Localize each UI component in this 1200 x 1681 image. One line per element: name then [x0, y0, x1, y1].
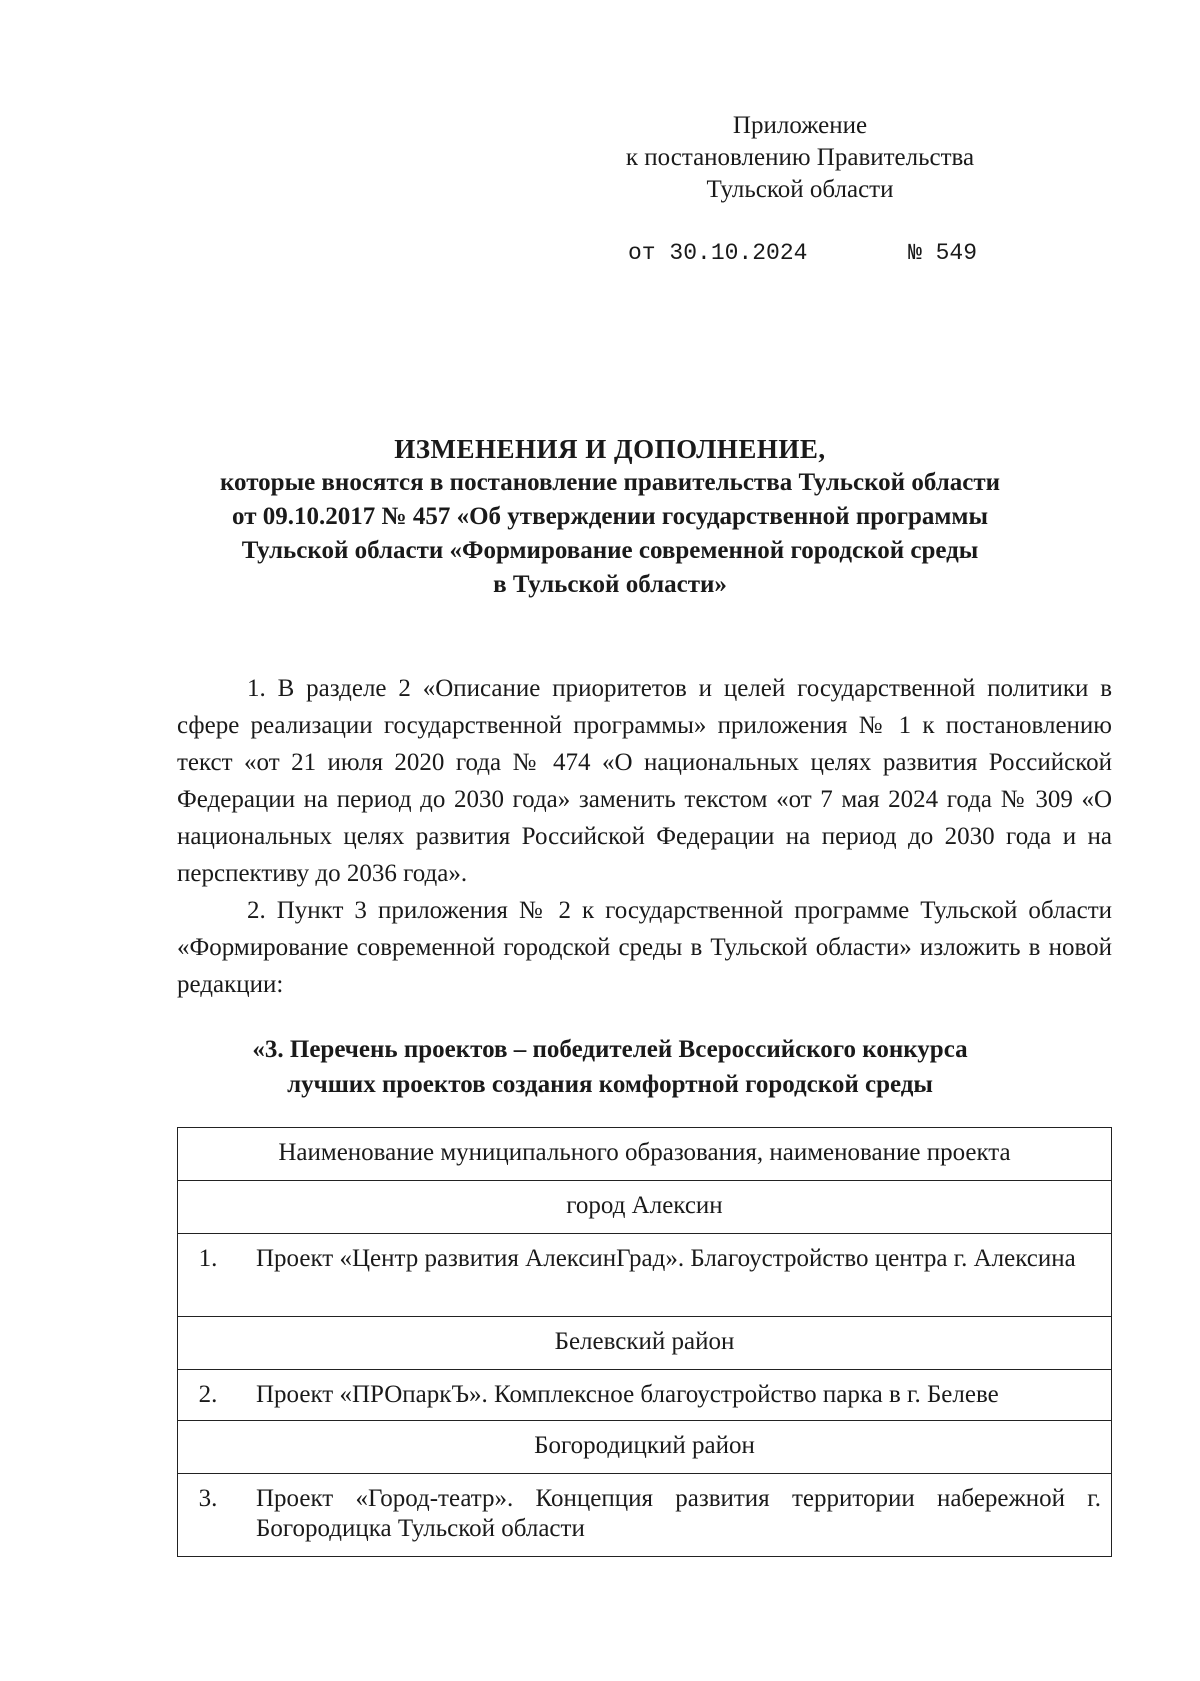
- section-title: [150, 1032, 1070, 1102]
- table-header-row: [178, 1128, 1112, 1181]
- resolution-date-number: [628, 240, 1008, 274]
- table-header-cell: Наименование муниципального образования, наименование проекта: [178, 1128, 1112, 1181]
- municipality-name: Белевский район: [178, 1317, 1112, 1370]
- annex-line: к постановлению Правительства: [625, 144, 975, 171]
- municipality-name: Богородицкий район: [178, 1421, 1112, 1474]
- title-heading: ИЗМЕНЕНИЯ И ДОПОЛНЕНИЕ,: [394, 434, 826, 464]
- title-line: которые вносятся в постановление правительства Тульской области: [219, 469, 1001, 496]
- annex-block: [610, 110, 990, 206]
- project-name: Проект «Центр развития АлексинГрад». Благоустройство центра г. Алексина: [238, 1234, 1112, 1317]
- projects-table: [177, 1127, 1112, 1557]
- project-row: [178, 1370, 1112, 1421]
- title-line: от 09.10.2017 № 457 «Об утверждении государственной программы: [232, 503, 988, 530]
- municipality-name: город Алексин: [178, 1181, 1112, 1234]
- section-title-line: лучших проектов создания комфортной городской среды: [287, 1071, 933, 1098]
- section-title-line: «3. Перечень проектов – победителей Всероссийского конкурса: [252, 1036, 968, 1063]
- body-text: [177, 670, 1112, 1003]
- project-row: [178, 1234, 1112, 1317]
- municipality-row: [178, 1421, 1112, 1474]
- resolution-number: № 549: [908, 240, 978, 266]
- project-number: 1.: [178, 1234, 239, 1317]
- municipality-row: [178, 1181, 1112, 1234]
- paragraph-1: 1. В разделе 2 «Описание приоритетов и целей государственной политики в сфере реализации государственной программы» приложения № 1 к постановлению текст «от 21 июля 2020 года № 474 «О национальных целях развития Российской Федерации на период до 2030 года» заменить текстом «от 7 мая 2024 года № 309 «О национальных целях развития Российской Федерации на период до 2030 года и на перспективу до 2036 года».: [177, 675, 1112, 887]
- paragraph-2: 2. Пункт 3 приложения № 2 к государственной программе Тульской области «Формирование современной городской среды в Тульской области» изложить в новой редакции:: [177, 897, 1112, 998]
- project-name: Проект «Город-театр». Концепция развития территории набережной г. Богородицка Тульской области: [238, 1474, 1112, 1557]
- project-number: 3.: [178, 1474, 239, 1557]
- annex-line: Тульской области: [706, 176, 894, 203]
- title-line: в Тульской области»: [493, 571, 727, 598]
- document-title: [150, 432, 1070, 602]
- resolution-date: от 30.10.2024: [628, 240, 808, 266]
- project-name: Проект «ПРОпаркЪ». Комплексное благоустройство парка в г. Белеве: [238, 1370, 1112, 1421]
- project-row: [178, 1474, 1112, 1557]
- annex-line: Приложение: [732, 112, 868, 139]
- project-number: 2.: [178, 1370, 239, 1421]
- title-line: Тульской области «Формирование современной городской среды: [241, 537, 979, 564]
- municipality-row: [178, 1317, 1112, 1370]
